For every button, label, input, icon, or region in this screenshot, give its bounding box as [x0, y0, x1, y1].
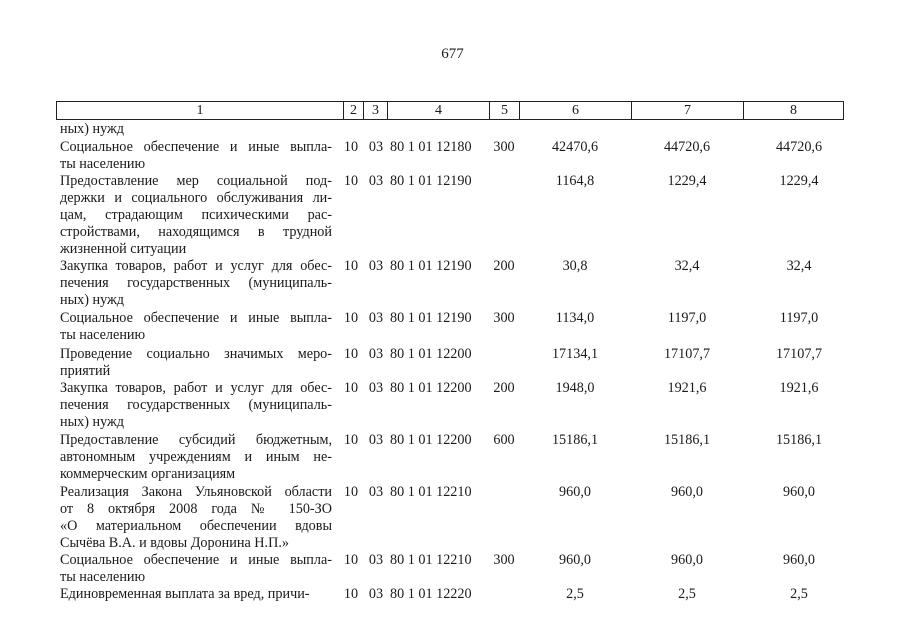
cell-amount-year-1: 960,0: [559, 484, 591, 500]
cell-amount-year-1: 17134,1: [551, 346, 599, 362]
cell-amount-year-2: 17107,7: [663, 346, 711, 362]
cell-amount-year-2: 1197,0: [667, 310, 707, 326]
header-col-3: 3: [363, 102, 387, 119]
cell-amount-year-3: 44720,6: [775, 139, 823, 155]
row-description-line: печения государственных (муниципаль-: [60, 397, 332, 413]
row-description-line: Единовременная выплата за вред, причи-: [60, 586, 310, 602]
header-col-2: 2: [343, 102, 363, 119]
cell-amount-year-1: 15186,1: [551, 432, 599, 448]
cell-section: 10: [343, 346, 359, 362]
cell-subsection: 03: [368, 552, 384, 568]
cell-amount-year-2: 2,5: [678, 586, 696, 602]
cell-amount-year-2: 1921,6: [667, 380, 707, 396]
cell-amount-year-3: 1197,0: [779, 310, 819, 326]
cell-subsection: 03: [368, 586, 384, 602]
cell-subsection: 03: [368, 380, 384, 396]
cell-amount-year-3: 15186,1: [775, 432, 823, 448]
cell-amount-year-1: 1134,0: [555, 310, 595, 326]
cell-expense-type: 200: [493, 258, 515, 274]
header-col-1: 1: [196, 103, 204, 118]
header-col-4: 4: [387, 102, 489, 119]
cell-subsection: 03: [368, 310, 384, 326]
cell-section: 10: [343, 432, 359, 448]
cell-section: 10: [343, 484, 359, 500]
cell-target-article: 80 1 01 12220: [390, 586, 472, 602]
cell-expense-type: 600: [493, 432, 515, 448]
row-description-line: Проведение социально значимых меро-: [60, 346, 332, 362]
row-description-line: печения государственных (муниципаль-: [60, 275, 332, 291]
row-description-line: «О материальном обеспечении вдовы: [60, 518, 332, 534]
row-description-line: ных) нужд: [60, 292, 125, 308]
row-description-line: ных) нужд: [60, 414, 125, 430]
cell-expense-type: 300: [493, 310, 515, 326]
cell-subsection: 03: [368, 139, 384, 155]
header-col-7: 7: [631, 102, 743, 119]
row-description-line: держки и социального обслуживания ли-: [60, 190, 332, 206]
header-col-8: 8: [743, 102, 843, 119]
row-description-line: Социальное обеспечение и иные выпла-: [60, 310, 332, 326]
cell-target-article: 80 1 01 12200: [390, 432, 472, 448]
row-description-line: Предоставление мер социальной под-: [60, 173, 332, 189]
cell-amount-year-1: 960,0: [559, 552, 591, 568]
cell-amount-year-1: 1948,0: [555, 380, 595, 396]
cell-subsection: 03: [368, 346, 384, 362]
cell-target-article: 80 1 01 12180: [390, 139, 472, 155]
cell-target-article: 80 1 01 12190: [390, 173, 472, 189]
cell-amount-year-1: 2,5: [566, 586, 584, 602]
cell-section: 10: [343, 173, 359, 189]
cell-section: 10: [343, 552, 359, 568]
cell-target-article: 80 1 01 12200: [390, 346, 472, 362]
row-description-line: ных) нужд: [60, 121, 125, 137]
cell-target-article: 80 1 01 12210: [390, 484, 472, 500]
cell-subsection: 03: [368, 484, 384, 500]
row-description-line: Реализация Закона Ульяновской области: [60, 484, 332, 500]
row-description-line: Социальное обеспечение и иные выпла-: [60, 139, 332, 155]
cell-section: 10: [343, 310, 359, 326]
cell-amount-year-3: 32,4: [786, 258, 812, 274]
cell-amount-year-1: 1164,8: [555, 173, 595, 189]
row-description-line: Сычёва В.А. и вдовы Доронина Н.П.»: [60, 535, 289, 551]
row-description-line: ты населению: [60, 569, 146, 585]
cell-target-article: 80 1 01 12210: [390, 552, 472, 568]
row-description-line: Социальное обеспечение и иные выпла-: [60, 552, 332, 568]
page-number: 677: [441, 46, 464, 62]
cell-amount-year-1: 42470,6: [551, 139, 599, 155]
cell-expense-type: 300: [493, 139, 515, 155]
row-description-line: жизненной ситуации: [60, 241, 187, 257]
row-description-line: коммерческим организациям: [60, 466, 236, 482]
cell-subsection: 03: [368, 173, 384, 189]
cell-subsection: 03: [368, 258, 384, 274]
cell-amount-year-2: 44720,6: [663, 139, 711, 155]
header-col-5: 5: [489, 102, 519, 119]
cell-target-article: 80 1 01 12190: [390, 258, 472, 274]
cell-target-article: 80 1 01 12190: [390, 310, 472, 326]
cell-amount-year-3: 960,0: [783, 552, 815, 568]
cell-target-article: 80 1 01 12200: [390, 380, 472, 396]
cell-expense-type: 200: [493, 380, 515, 396]
row-description-line: Закупка товаров, работ и услуг для обес-: [60, 380, 332, 396]
header-col-6: 6: [519, 102, 631, 119]
cell-amount-year-3: 1921,6: [779, 380, 819, 396]
cell-section: 10: [343, 586, 359, 602]
row-description-line: ты населению: [60, 327, 146, 343]
cell-amount-year-2: 1229,4: [667, 173, 707, 189]
cell-amount-year-2: 15186,1: [663, 432, 711, 448]
row-description-line: от 8 октября 2008 года № 150-ЗО: [60, 501, 332, 517]
cell-section: 10: [343, 380, 359, 396]
cell-amount-year-3: 2,5: [790, 586, 808, 602]
cell-amount-year-3: 1229,4: [779, 173, 819, 189]
cell-expense-type: 300: [493, 552, 515, 568]
cell-amount-year-3: 960,0: [783, 484, 815, 500]
cell-section: 10: [343, 139, 359, 155]
cell-amount-year-3: 17107,7: [775, 346, 823, 362]
table-header: [56, 101, 844, 120]
row-description-line: приятий: [60, 363, 111, 379]
row-description-line: Закупка товаров, работ и услуг для обес-: [60, 258, 332, 274]
cell-amount-year-2: 32,4: [674, 258, 700, 274]
cell-amount-year-2: 960,0: [671, 552, 703, 568]
row-description-line: ты населению: [60, 156, 146, 172]
row-description-line: стройствами, находящимся в трудной: [60, 224, 332, 240]
row-description-line: Предоставление субсидий бюджетным,: [60, 432, 332, 448]
cell-section: 10: [343, 258, 359, 274]
row-description-line: автономным учреждениям и иным не-: [60, 449, 332, 465]
cell-amount-year-1: 30,8: [562, 258, 588, 274]
cell-subsection: 03: [368, 432, 384, 448]
row-description-line: цам, страдающим психическими рас-: [60, 207, 332, 223]
cell-amount-year-2: 960,0: [671, 484, 703, 500]
